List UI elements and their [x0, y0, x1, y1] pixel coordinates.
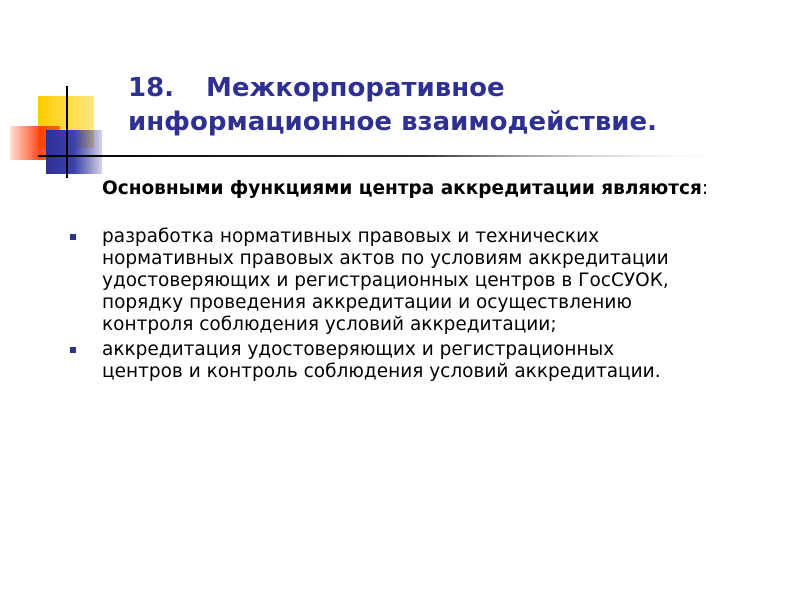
ornament-red-square: [10, 126, 60, 160]
bullet-2-line-2: центров и контроль соблюдения условий аккредитации.: [102, 361, 661, 382]
bullet-1-line-3: удостоверяющих и регистрационных центров в ГосСУОК,: [102, 270, 669, 291]
bullet-text-1: [102, 226, 722, 336]
intro-colon: :: [701, 178, 709, 199]
bullet-square-icon: [70, 234, 76, 240]
ornament-blue-square: [46, 130, 102, 174]
slide-title-number: 18.: [128, 73, 175, 103]
slide-title-line-2: информационное взаимодействие.: [128, 107, 658, 137]
bullet-2-line-1: аккредитация удостоверяющих и регистрационных: [102, 339, 615, 360]
slide-title: [128, 71, 768, 139]
bullet-1-line-5: контроля соблюдения условий аккредитации;: [102, 314, 557, 335]
bullet-text-2: [102, 339, 722, 383]
ornament-horizontal-line: [38, 155, 738, 157]
bullet-1-line-1: разработка нормативных правовых и технических: [102, 226, 600, 247]
bullet-1-line-4: порядку проведения аккредитации и осуществлению: [102, 292, 632, 313]
bullet-square-icon: [70, 347, 76, 353]
intro-bold-text: Основными функциями центра аккредитации являются: [102, 178, 702, 199]
ornament-vertical-line: [66, 86, 68, 178]
slide-title-line-1: [128, 71, 768, 105]
slide-title-text-1: Межкорпоративное: [206, 73, 505, 103]
ornament-yellow-square: [38, 96, 94, 148]
intro-paragraph: [102, 178, 742, 200]
bullet-1-line-2: нормативных правовых актов по условиям аккредитации: [102, 248, 669, 269]
